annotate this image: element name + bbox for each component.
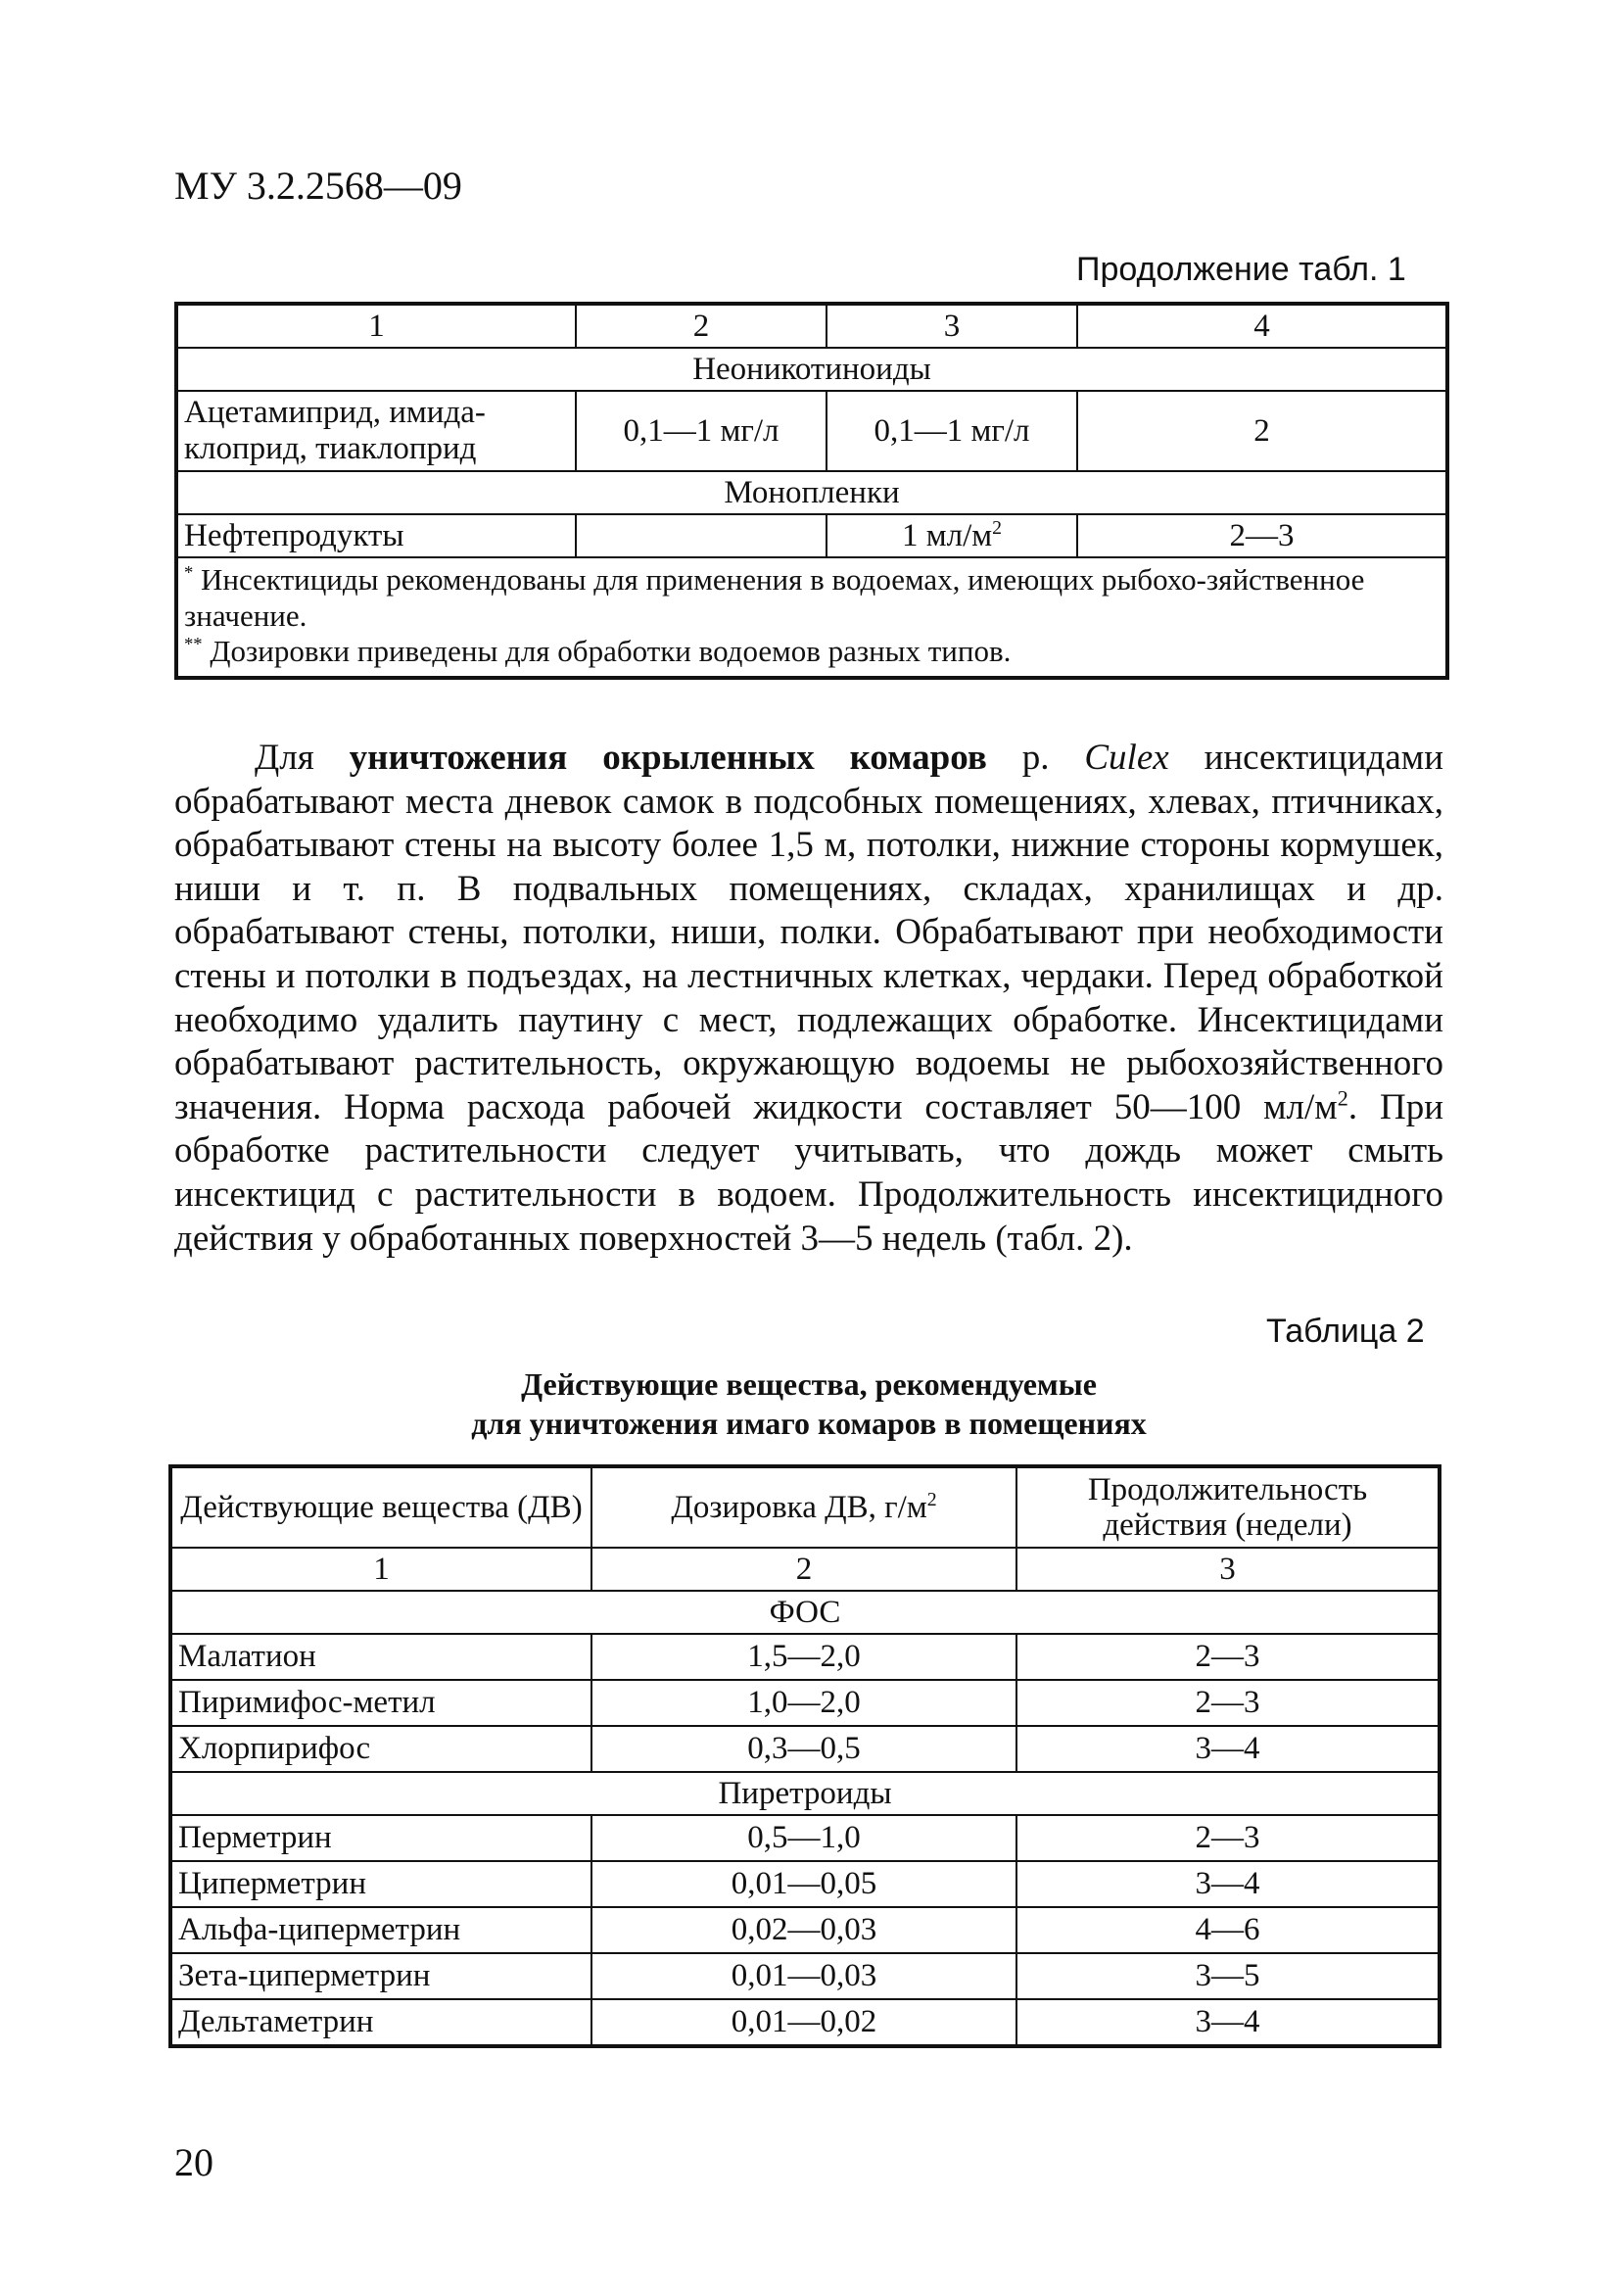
table1-note: * Инсектициды рекомендованы для применения в водоемах, имеющих рыбохо-зяйственное значение. [184,562,1365,633]
table-row [170,1999,1440,2046]
table2 [168,1464,1441,2048]
table-row [170,1726,1440,1772]
table2-col-number: 3 [1016,1548,1440,1591]
table2-duration: 3—4 [1016,1726,1440,1772]
table1-substance-name: Нефтепродукты [176,514,576,557]
table2-duration: 3—5 [1016,1953,1440,1999]
table2-dose: 0,3—0,5 [591,1726,1016,1772]
table2-header: Дозировка ДВ, $г/м^2$ [591,1466,1016,1548]
table1-cell: 2 [1077,391,1447,471]
page-number: 20 [174,2140,213,2184]
table1-cell: 2—3 [1077,514,1447,557]
table1-col-number: 4 [1077,304,1447,348]
table-row [176,514,1447,557]
table2-substance: Перметрин [170,1815,591,1861]
table-row [170,1634,1440,1680]
table2-duration: 2—3 [1016,1680,1440,1726]
table2-dose: 1,0—2,0 [591,1680,1016,1726]
table1-cell: 0,1—1 мг/л [827,391,1077,471]
table1 [174,302,1449,680]
table1-substance-name: Ацетамиприд, имида-клоприд, тиаклоприд [176,391,576,471]
table2-dose: 0,5—1,0 [591,1815,1016,1861]
table2-substance: Пиримифос-метил [170,1680,591,1726]
table2-duration: 2—3 [1016,1634,1440,1680]
table1-note: ** Дозировки приведены для обработки водоемов разных типов. [184,634,1012,669]
table2-duration: 4—6 [1016,1907,1440,1953]
table2-dose: 1,5—2,0 [591,1634,1016,1680]
table1-section-title: Монопленки [176,471,1447,514]
table2-substance: Циперметрин [170,1861,591,1907]
table1-column-numbers [176,304,1447,348]
table2-header-row [170,1466,1440,1548]
table2-substance: Дельтаметрин [170,1999,591,2046]
table2-substance: Зета-циперметрин [170,1953,591,1999]
table1-cell: 0,1—1 мг/л [576,391,827,471]
table1-notes [176,557,1447,678]
table2-section-title: ФОС [170,1591,1440,1634]
table2-header: Продолжительность действия (недели) [1016,1466,1440,1548]
table2-substance: Малатион [170,1634,591,1680]
table1-caption: Продолжение табл. 1 [1076,251,1406,288]
table1-cell [576,514,827,557]
table1-col-number: 3 [827,304,1077,348]
table-row [170,1815,1440,1861]
document-code: МУ 3.2.2568—09 [174,164,462,208]
table2-title: Действующие вещества, рекомендуемые для уничтожения имаго комаров в помещениях [471,1366,1147,1441]
table1-col-number: 2 [576,304,827,348]
table1-section-title: Неоникотиноиды [176,348,1447,391]
table2-caption: Таблица 2 [1266,1313,1425,1350]
table2-substance: Хлорпирифос [170,1726,591,1772]
table2-substance: Альфа-циперметрин [170,1907,591,1953]
table1-cell: 1 $мл/м^2$ [827,514,1077,557]
table2-header: Действующие вещества (ДВ) [170,1466,591,1548]
table-row [176,391,1447,471]
table2-section-title: Пиретроиды [170,1772,1440,1815]
table-row [170,1861,1440,1907]
table2-col-number: 2 [591,1548,1016,1591]
body-paragraph: Для уничтожения окрыленных комаров р. Culex инсектицидами обрабатывают места дневок самок в подсобных помещениях, хлевах, птичниках, обрабатывают стены на высоту более 1,5 м, потолки, нижние стороны кормушек, ниши и т. п. В подвальных помещениях, складах, хранилищах и др. обрабатывают стены, потолки, ниши, полки. Обрабатывают при необходимости стены и потолки в подъездах, на лестничных клетках, чердаки. Перед обработкой необходимо удалить паутину с мест, подлежащих обработке. Инсектицидами обрабатывают растительность, окружающую водоемы не рыбохозяйственного значения. Норма расхода рабочей жидкости составляет 50—100 $мл/м^2$. При обработке растительности следует учитывать, что дождь может смыть инсектицид с растительности в водоем. Продолжительность инсектицидного действия у обработанных поверхностей 3—5 недель (табл. 2). [174,738,1443,1259]
table2-column-numbers [170,1548,1440,1591]
table2-dose: 0,01—0,02 [591,1999,1016,2046]
table2-dose: 0,01—0,05 [591,1861,1016,1907]
table2-duration: 3—4 [1016,1861,1440,1907]
table-row [170,1907,1440,1953]
table1-col-number: 1 [176,304,576,348]
table2-duration: 2—3 [1016,1815,1440,1861]
table-row [170,1953,1440,1999]
table-row [170,1680,1440,1726]
table2-dose: 0,02—0,03 [591,1907,1016,1953]
table2-dose: 0,01—0,03 [591,1953,1016,1999]
table2-duration: 3—4 [1016,1999,1440,2046]
table2-col-number: 1 [170,1548,591,1591]
